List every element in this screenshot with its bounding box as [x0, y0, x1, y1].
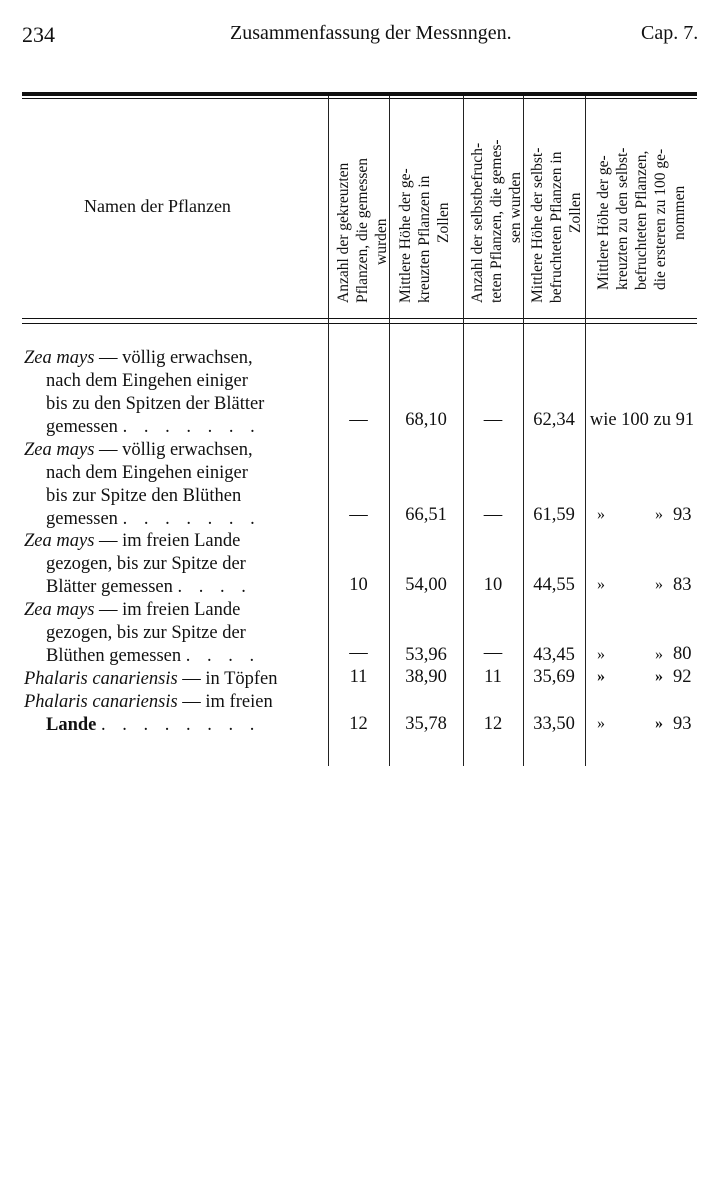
cell-self-count: —: [483, 643, 503, 663]
table-row-name-cont: gezogen, bis zur Spitze der: [46, 623, 246, 643]
column-divider: [463, 96, 464, 766]
cell-self-count: 12: [483, 714, 503, 734]
cell-self-count: —: [483, 505, 503, 525]
column-header-crossed-height: Mittlere Höhe der ge- kreuzten Pflanzen in Zollen: [397, 168, 452, 303]
cell-self-height: 35,69: [533, 667, 575, 687]
cell-crossed-height: 66,51: [405, 505, 447, 525]
cell-ratio-value: 83: [673, 575, 692, 595]
table-row-name-cont: bis zu den Spitzen der Blätter: [46, 394, 265, 414]
cell-self-height: 62,34: [533, 410, 575, 430]
cell-crossed-count: 11: [349, 667, 368, 687]
table-top-rule-2: [22, 98, 697, 99]
header-bottom-rule: [22, 318, 697, 319]
cell-ratio-value: 80: [673, 644, 692, 664]
cell-self-height: 61,59: [533, 505, 575, 525]
table-row-name: Phalaris canariensis — in Töpfen: [24, 669, 278, 689]
cell-self-height: 33,50: [533, 714, 575, 734]
cell-ratio-mark: »: [655, 715, 663, 732]
cell-ratio-mark: »: [597, 668, 605, 685]
table-row-name-cont: gemessen . . . . . . .: [46, 417, 261, 437]
column-divider: [585, 96, 586, 766]
column-header-self-count: Anzahl der selbstbefruch- teten Pflanzen, die gemes- sen wurden: [469, 139, 524, 303]
table-row-name: Zea mays — im freien Lande: [24, 600, 241, 620]
column-header-names: Namen der Pflanzen: [84, 196, 231, 216]
cell-ratio-mark: »: [655, 646, 663, 663]
cell-ratio: wie 100 zu 91: [589, 410, 695, 430]
cell-self-height: 43,45: [533, 645, 575, 665]
table-row-name: Zea mays — im freien Lande: [24, 531, 241, 551]
cell-crossed-count: 12: [349, 714, 368, 734]
cell-self-height: 44,55: [533, 575, 575, 595]
cell-crossed-height: 53,96: [405, 645, 447, 665]
running-title: Zusammenfassung der Messnngen.: [230, 22, 512, 44]
cell-crossed-count: —: [349, 410, 368, 430]
cell-self-count: 11: [484, 667, 502, 687]
cell-crossed-height: 35,78: [405, 714, 447, 734]
table-row-name-cont: nach dem Eingehen einiger: [46, 463, 248, 483]
cell-self-count: —: [483, 410, 503, 430]
cell-ratio-value: 93: [673, 505, 692, 525]
table-row-name-cont: gemessen . . . . . . .: [46, 509, 261, 529]
column-divider: [328, 96, 329, 766]
cell-crossed-count: —: [349, 505, 368, 525]
cell-ratio-value: 92: [673, 667, 692, 687]
cell-ratio-mark: »: [655, 506, 663, 523]
cell-ratio-mark: »: [655, 576, 663, 593]
table-row-name: Zea mays — völlig erwachsen,: [24, 440, 253, 460]
table-row-name-cont: Lande . . . . . . . .: [46, 715, 261, 735]
table-row-name-cont: gezogen, bis zur Spitze der: [46, 554, 246, 574]
chapter-label: Cap. 7.: [641, 22, 699, 44]
cell-ratio-mark: »: [597, 506, 605, 523]
table-row-name-cont: nach dem Eingehen einiger: [46, 371, 248, 391]
cell-ratio-mark: »: [597, 576, 605, 593]
cell-ratio-mark: »: [655, 668, 663, 685]
column-header-crossed-count: Anzahl der gekreuzten Pflanzen, die gemessen wurden: [335, 157, 390, 303]
cell-self-count: 10: [483, 575, 503, 595]
header-bottom-rule-2: [22, 323, 697, 324]
page-number: 234: [22, 22, 55, 47]
table-row-name-cont: Blüthen gemessen . . . .: [46, 646, 261, 666]
table-top-rule: [22, 92, 697, 96]
table-row-name: Phalaris canariensis — im freien: [24, 692, 273, 712]
column-header-self-height: Mittlere Höhe der selbst- befruchteten Pflanzen in Zollen: [529, 147, 584, 303]
cell-crossed-height: 68,10: [405, 410, 447, 430]
table-row-name-cont: bis zur Spitze den Blüthen: [46, 486, 242, 506]
cell-ratio-mark: »: [597, 646, 605, 663]
cell-crossed-count: —: [349, 643, 368, 663]
cell-crossed-height: 38,90: [405, 667, 447, 687]
table-row-name-cont: Blätter gemessen . . . .: [46, 577, 252, 597]
cell-ratio-value: 93: [673, 714, 692, 734]
cell-ratio-mark: »: [597, 715, 605, 732]
cell-crossed-count: 10: [349, 575, 368, 595]
cell-crossed-height: 54,00: [405, 575, 447, 595]
table-row-name: Zea mays — völlig erwachsen,: [24, 348, 253, 368]
column-header-ratio: Mittlere Höhe der ge- kreuzten zu den selbst- befruchteten Pflanzen, die ersteren zu 100 ge- nommen: [595, 147, 688, 290]
